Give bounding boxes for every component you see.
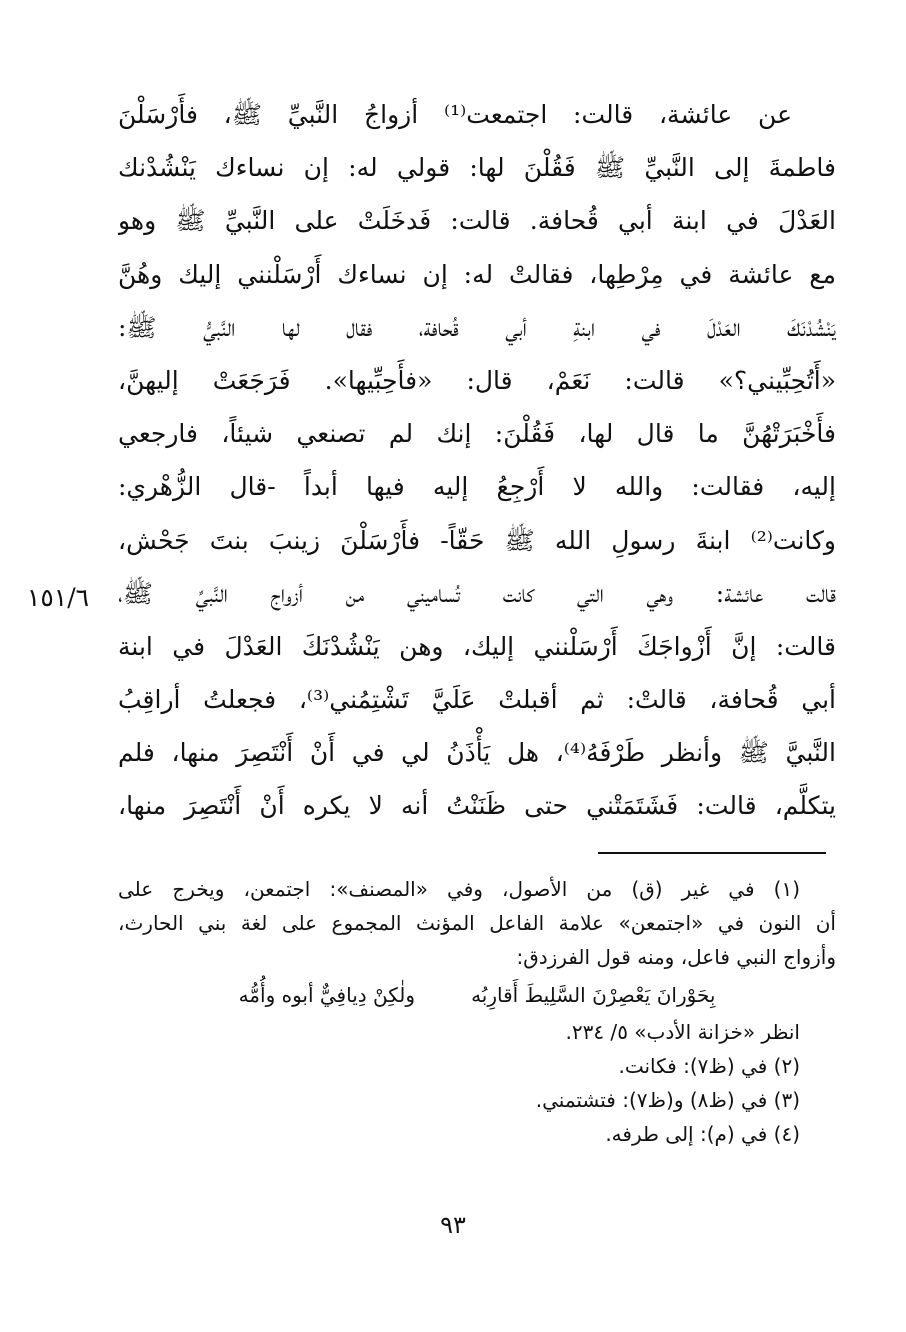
verse-hemistich-second: ولٰكِنْ دِيافِيٌّ أبوه وأُمُّه xyxy=(238,982,416,1007)
text-line: قالت: إنَّ أَزْواجَكَ أَرْسَلْنني إليك، وهن يَنْشُدْنَكَ العَدْلَ في ابنة xyxy=(118,631,836,661)
footnote-2: (٢) في (ظ٧): فكانت. xyxy=(618,1053,800,1078)
footnote-4: (٤) في (م): إلى طرفه. xyxy=(605,1122,800,1147)
text-line: أبي قُحافة، قالتْ: ثم أقبلتْ عَلَيَّ تَشْتِمُني⁽³⁾، فجعلتُ أراقِبُ xyxy=(118,685,836,715)
margin-reference: ١٥١/٦ xyxy=(26,583,90,612)
footnote-1-source: انظر «خزانة الأدب» ٥/ ٢٣٤. xyxy=(565,1019,800,1044)
text-line: فأَخْبَرَتْهُنَّ ما قال لها، فَقُلْنَ: إنك لم تصنعي شيئاً، فارجعي xyxy=(118,419,836,449)
text-line: مع عائشة في مِرْطِها، فقالتْ له: إن نساءك أَرْسَلْنني إليك وهُنَّ xyxy=(118,259,836,289)
footnotes xyxy=(118,872,836,1151)
text-line: إليه، فقالت: والله لا أَرْجِعُ إليه فيها أبداً -قال الزُّهْري: xyxy=(118,472,836,502)
text-line: وكانت⁽²⁾ ابنةَ رسولِ الله ﷺ حَقّاً- فأَرْسَلْنَ زينبَ بنتَ جَحْش، xyxy=(118,525,836,555)
poetry-verse xyxy=(118,975,836,1015)
verse-hemistich-first: بِحَوْرانَ يَعْصِرْنَ السَّلِيطَ أَقارِبُه xyxy=(471,982,716,1007)
text-line: يَنْشُدْنَكَ العَدْلَ في ابنةِ أبي قُحافة، فقال لها النَّبيُّ ﷺ: xyxy=(118,312,836,342)
text-line: العَدْلَ في ابنة أبي قُحافة. قالت: فَدخَلَتْ على النَّبيِّ ﷺ وهو xyxy=(118,206,836,236)
text-line: فاطمةَ إلى النَّبيِّ ﷺ فَقُلْنَ لها: قولي له: إن نساءك يَنْشُدْنك xyxy=(118,153,836,183)
text-line: قالت عائشة: وهي التي كانت تُساميني من أزواج النَّبيِّ ﷺ، xyxy=(118,578,836,608)
footnote-1-line: أن النون في «اجتمعن» علامة الفاعل المؤنث المجموع على لغة بني الحارث، xyxy=(118,911,836,936)
footnote-1-line: (١) في غير (ق) من الأصول، وفي «المصنف»: اجتمعن، ويخرج على xyxy=(118,877,800,901)
main-text xyxy=(118,88,836,833)
footnote-1-line: وأزواج النبي فاعل، ومنه قول الفرزدق: xyxy=(516,945,836,970)
footnote-separator xyxy=(598,852,826,854)
text-line: النَّبيَّ ﷺ وأنظر طَرْفَهُ⁽⁴⁾، هل يَأْذَنُ لي في أَنْ أَنْتَصِرَ منها، فلم xyxy=(118,738,836,768)
text-line: يتكلَّم، قالت: فَشَتَمَتْني حتى ظَنَنْتُ أنه لا يكره أَنْ أَنْتَصِرَ منها، xyxy=(118,791,836,821)
page-number: ٩٣ xyxy=(440,1211,466,1239)
text-line: عن عائشة، قالت: اجتمعت⁽¹⁾ أزواجُ النَّبيِّ ﷺ، فأَرْسَلْنَ xyxy=(118,100,792,129)
footnote-3: (٣) في (ظ٨) و(ظ٧): فتشتمني. xyxy=(535,1087,800,1112)
text-line: «أَتُحِبِّيني؟» قالت: نَعَمْ، قال: «فأَحِبِّيها». فَرَجَعَتْ إليهنَّ، xyxy=(118,365,836,395)
